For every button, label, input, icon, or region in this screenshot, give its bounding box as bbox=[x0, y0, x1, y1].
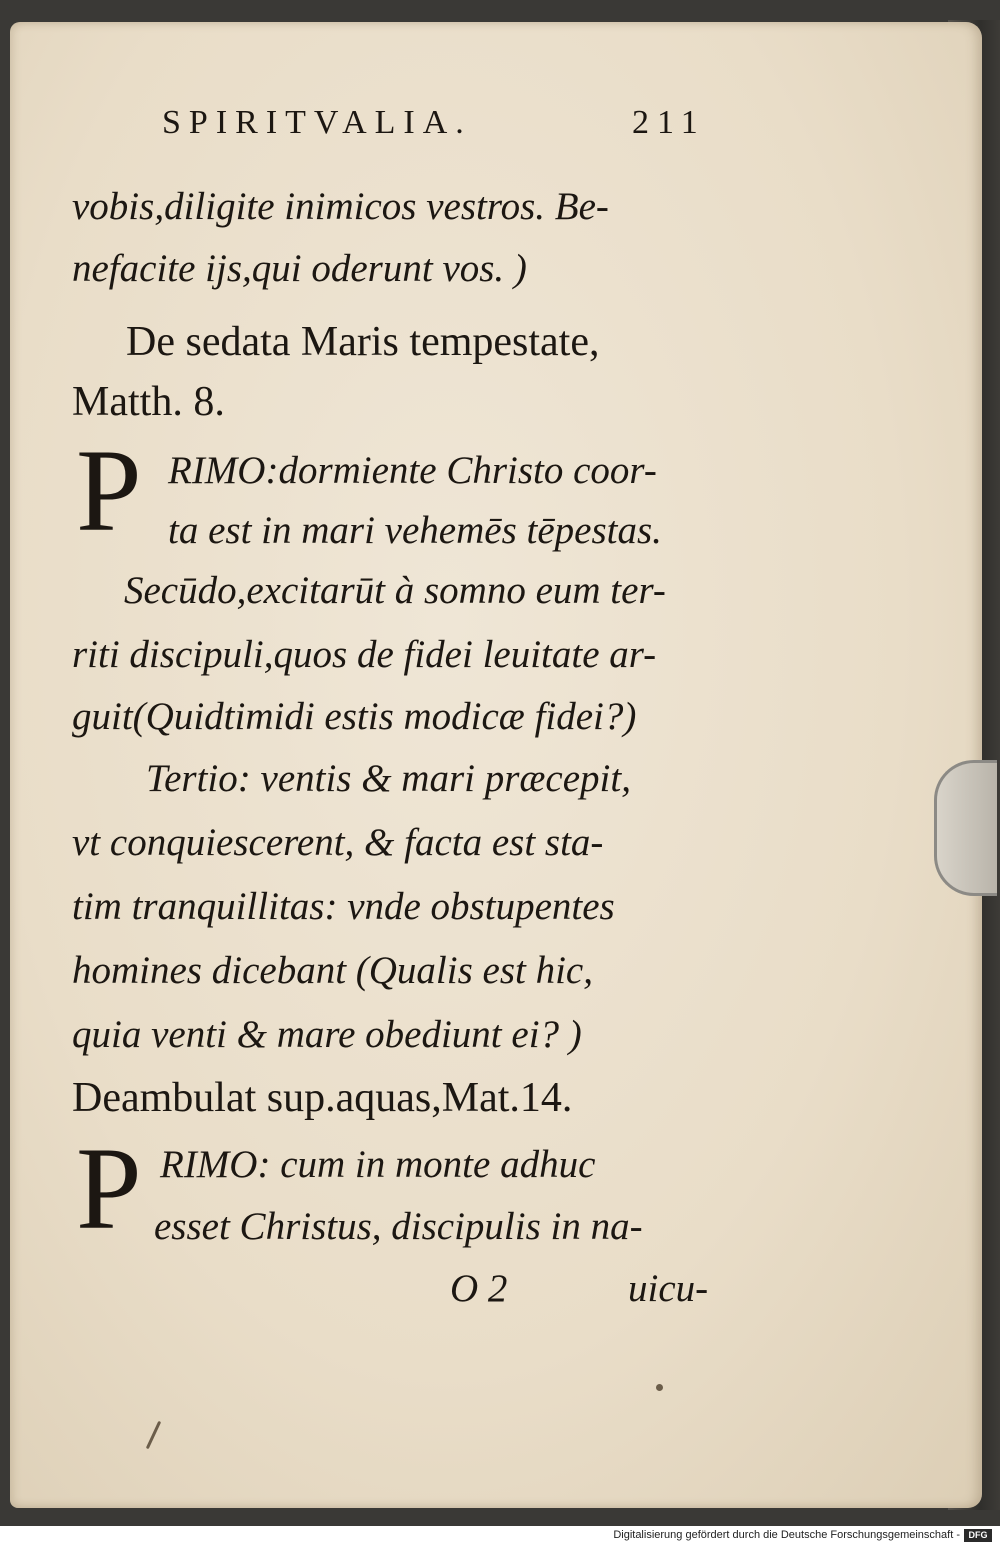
footer-credit: Digitalisierung gefördert durch die Deutsche Forschungsgemeinschaft - bbox=[613, 1529, 960, 1541]
running-head: SPIRITVALIA. bbox=[162, 104, 472, 141]
clasp bbox=[934, 760, 997, 896]
section-heading: Matth. 8. bbox=[72, 379, 225, 425]
signature-mark: O 2 bbox=[450, 1267, 508, 1310]
text-line: nefacite ijs,qui oderunt vos. ) bbox=[72, 247, 527, 290]
text-line: homines dicebant (Qualis est hic, bbox=[72, 949, 593, 992]
text-line: RIMO: cum in monte adhuc bbox=[160, 1143, 596, 1186]
section-heading: Deambulat sup.aquas,Mat.14. bbox=[72, 1075, 573, 1121]
text-line: RIMO:dormiente Christo coor- bbox=[168, 449, 657, 492]
text-line: esset Christus, discipulis in na- bbox=[154, 1205, 643, 1248]
text-line: riti discipuli,quos de fidei leuitate ar- bbox=[72, 633, 657, 676]
catchword: uicu- bbox=[628, 1267, 709, 1310]
page-number: 211 bbox=[632, 104, 706, 141]
text-line: ta est in mari vehemēs tēpestas. bbox=[168, 509, 662, 552]
paper-speck bbox=[656, 1384, 663, 1391]
text-line: guit(Quidtimidi estis modicæ fidei?) bbox=[72, 695, 637, 738]
text-line: vt conquiescerent, & facta est sta- bbox=[72, 821, 604, 864]
text-line: quia venti & mare obediunt ei? ) bbox=[72, 1013, 582, 1056]
section-heading: De sedata Maris tempestate, bbox=[126, 319, 600, 365]
text-line: tim tranquillitas: vnde obstupentes bbox=[72, 885, 615, 928]
text-line: vobis,diligite inimicos vestros. Be- bbox=[72, 185, 609, 228]
dfg-logo: DFG bbox=[964, 1529, 992, 1542]
drop-cap: P bbox=[76, 425, 142, 556]
text-line: Secūdo,excitarūt à somno eum ter- bbox=[124, 569, 666, 612]
drop-cap: P bbox=[76, 1123, 142, 1254]
text-line: Tertio: ventis & mari præcepit, bbox=[146, 757, 631, 800]
